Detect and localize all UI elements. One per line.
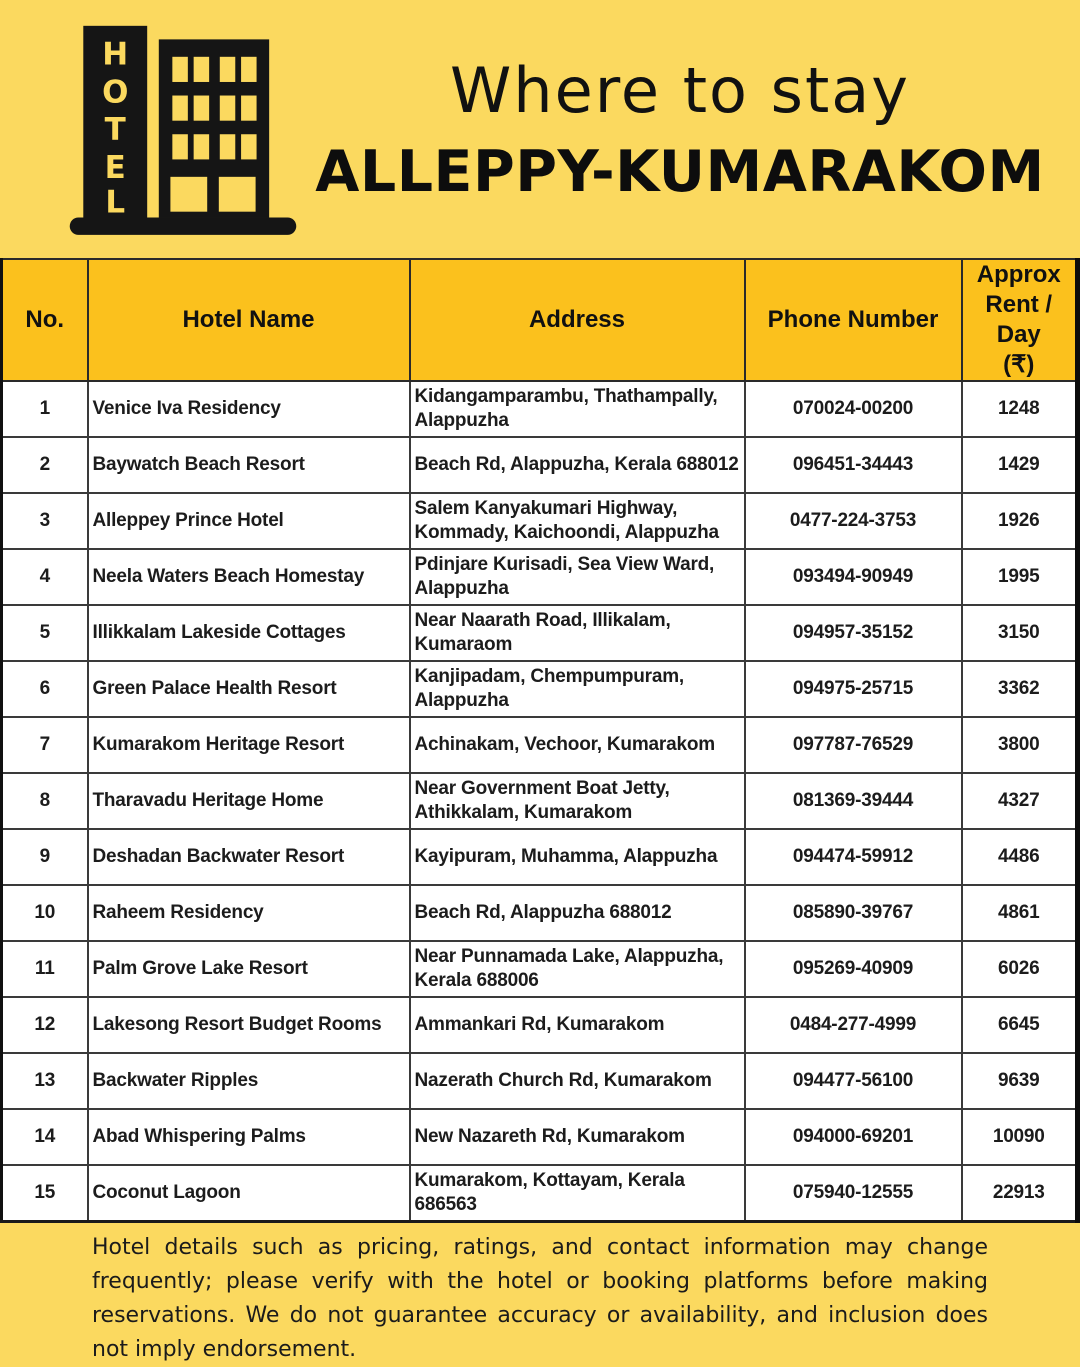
row-number-cell: 10	[2, 885, 88, 941]
phone-cell: 0484-277-4999	[745, 997, 962, 1053]
table-row	[2, 717, 1079, 773]
address-cell: Nazerath Church Rd, Kumarakom	[410, 1053, 745, 1109]
row-number-cell: 7	[2, 717, 88, 773]
row-number-cell: 8	[2, 773, 88, 829]
hotel-name-cell: Neela Waters Beach Homestay	[88, 549, 410, 605]
row-number-cell: 15	[2, 1165, 88, 1221]
table-row	[2, 941, 1079, 997]
hotel-sign-letter: L	[105, 184, 126, 221]
row-number-cell: 9	[2, 829, 88, 885]
address-cell: Ammankari Rd, Kumarakom	[410, 997, 745, 1053]
row-number-cell: 1	[2, 381, 88, 437]
phone-cell: 094474-59912	[745, 829, 962, 885]
hotel-building-icon	[62, 14, 304, 244]
row-number-cell: 4	[2, 549, 88, 605]
hotel-name-cell: Baywatch Beach Resort	[88, 437, 410, 493]
row-number-cell: 5	[2, 605, 88, 661]
address-cell: New Nazareth Rd, Kumarakom	[410, 1109, 745, 1165]
hotel-name-cell: Backwater Ripples	[88, 1053, 410, 1109]
col-header-rent-line3: (₹)	[1003, 351, 1035, 378]
rent-cell: 1995	[962, 549, 1079, 605]
table-row	[2, 605, 1079, 661]
phone-cell: 075940-12555	[745, 1165, 962, 1221]
col-header-phone: Phone Number	[745, 259, 962, 381]
hotel-name-cell: Deshadan Backwater Resort	[88, 829, 410, 885]
col-header-hotel-name: Hotel Name	[88, 259, 410, 381]
hotels-table-band	[0, 258, 1080, 1223]
table-row	[2, 549, 1079, 605]
col-header-rent-line2: Rent / Day	[985, 291, 1053, 348]
table-row	[2, 493, 1079, 549]
hotels-table	[0, 258, 1080, 1223]
page-subtitle: ALLEPPY-KUMARAKOM	[315, 138, 1045, 205]
table-header-row	[2, 259, 1079, 381]
phone-cell: 094957-35152	[745, 605, 962, 661]
row-number-cell: 2	[2, 437, 88, 493]
phone-cell: 096451-34443	[745, 437, 962, 493]
rent-cell: 10090	[962, 1109, 1079, 1165]
disclaimer-text: Hotel details such as pricing, ratings, and contact information may change frequently; please verify with the hotel or booking platforms before making reservations. We do not guarantee accuracy or availability, and inclusion does not imply endorsement.	[92, 1234, 988, 1362]
table-row	[2, 1053, 1079, 1109]
row-number-cell: 11	[2, 941, 88, 997]
phone-cell: 093494-90949	[745, 549, 962, 605]
rent-cell: 4861	[962, 885, 1079, 941]
address-cell: Pdinjare Kurisadi, Sea View Ward, Alappuzha	[410, 549, 745, 605]
address-cell: Kumarakom, Kottayam, Kerala 686563	[410, 1165, 745, 1221]
address-cell: Near Government Boat Jetty, Athikkalam, Kumarakom	[410, 773, 745, 829]
row-number-cell: 3	[2, 493, 88, 549]
hotel-name-cell: Alleppey Prince Hotel	[88, 493, 410, 549]
footer-band	[0, 1223, 1080, 1366]
table-row	[2, 885, 1079, 941]
rent-cell: 1926	[962, 493, 1079, 549]
rent-cell: 1248	[962, 381, 1079, 437]
header-titles	[304, 54, 1080, 205]
hotel-sign-letter: O	[102, 74, 129, 111]
hotel-name-cell: Green Palace Health Resort	[88, 661, 410, 717]
hotel-name-cell: Venice Iva Residency	[88, 381, 410, 437]
hotel-name-cell: Kumarakom Heritage Resort	[88, 717, 410, 773]
phone-cell: 094000-69201	[745, 1109, 962, 1165]
address-cell: Achinakam, Vechoor, Kumarakom	[410, 717, 745, 773]
rent-cell: 3800	[962, 717, 1079, 773]
table-row	[2, 661, 1079, 717]
col-header-rent-line1: Approx	[976, 261, 1061, 288]
rent-cell: 22913	[962, 1165, 1079, 1221]
table-row	[2, 997, 1079, 1053]
rent-cell: 3362	[962, 661, 1079, 717]
rent-cell: 4486	[962, 829, 1079, 885]
hotel-name-cell: Palm Grove Lake Resort	[88, 941, 410, 997]
phone-cell: 095269-40909	[745, 941, 962, 997]
address-cell: Kanjipadam, Chempumpuram, Alappuzha	[410, 661, 745, 717]
row-number-cell: 12	[2, 997, 88, 1053]
col-header-no: No.	[2, 259, 88, 381]
address-cell: Near Naarath Road, Illikalam, Kumaraom	[410, 605, 745, 661]
phone-cell: 094975-25715	[745, 661, 962, 717]
table-row	[2, 773, 1079, 829]
rent-cell: 1429	[962, 437, 1079, 493]
hotel-name-cell: Raheem Residency	[88, 885, 410, 941]
rent-cell: 3150	[962, 605, 1079, 661]
address-cell: Near Punnamada Lake, Alappuzha, Kerala 688006	[410, 941, 745, 997]
header-band	[0, 0, 1080, 258]
phone-cell: 097787-76529	[745, 717, 962, 773]
address-cell: Beach Rd, Alappuzha 688012	[410, 885, 745, 941]
col-header-rent	[962, 259, 1079, 381]
page-title: Where to stay	[450, 53, 910, 127]
row-number-cell: 6	[2, 661, 88, 717]
table-row	[2, 381, 1079, 437]
rent-cell: 6645	[962, 997, 1079, 1053]
hotel-sign-letter: H	[102, 36, 129, 73]
address-cell: Kayipuram, Muhamma, Alappuzha	[410, 829, 745, 885]
address-cell: Kidangamparambu, Thathampally, Alappuzha	[410, 381, 745, 437]
table-row	[2, 829, 1079, 885]
hotel-sign-letter: E	[104, 149, 126, 186]
phone-cell: 0477-224-3753	[745, 493, 962, 549]
phone-cell: 094477-56100	[745, 1053, 962, 1109]
phone-cell: 085890-39767	[745, 885, 962, 941]
hotel-name-cell: Tharavadu Heritage Home	[88, 773, 410, 829]
rent-cell: 4327	[962, 773, 1079, 829]
phone-cell: 070024-00200	[745, 381, 962, 437]
hotel-name-cell: Lakesong Resort Budget Rooms	[88, 997, 410, 1053]
table-row	[2, 437, 1079, 493]
rent-cell: 9639	[962, 1053, 1079, 1109]
hotel-sign-letter: T	[104, 112, 126, 149]
table-row	[2, 1109, 1079, 1165]
hotel-name-cell: Coconut Lagoon	[88, 1165, 410, 1221]
table-row	[2, 1165, 1079, 1221]
address-cell: Beach Rd, Alappuzha, Kerala 688012	[410, 437, 745, 493]
phone-cell: 081369-39444	[745, 773, 962, 829]
col-header-address: Address	[410, 259, 745, 381]
rent-cell: 6026	[962, 941, 1079, 997]
hotel-name-cell: Illikkalam Lakeside Cottages	[88, 605, 410, 661]
row-number-cell: 13	[2, 1053, 88, 1109]
hotel-name-cell: Abad Whispering Palms	[88, 1109, 410, 1165]
row-number-cell: 14	[2, 1109, 88, 1165]
address-cell: Salem Kanyakumari Highway, Kommady, Kaichoondi, Alappuzha	[410, 493, 745, 549]
